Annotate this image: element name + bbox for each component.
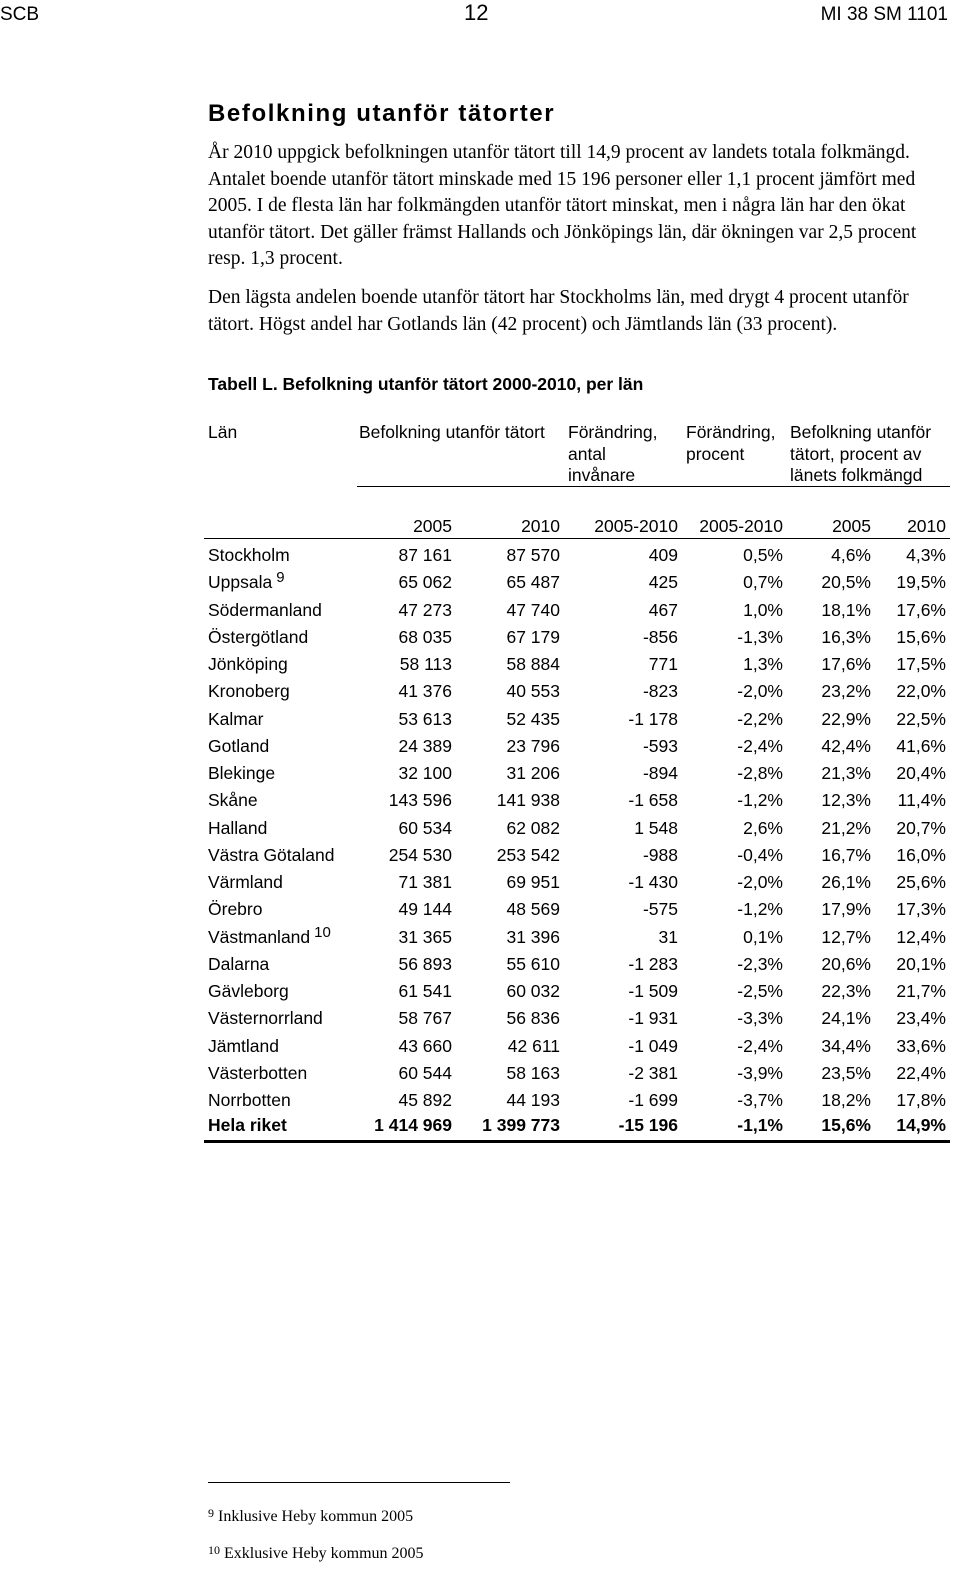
cell-lan xyxy=(208,1063,307,1084)
cell-bef-2005: 56 893 xyxy=(398,953,452,974)
table-row xyxy=(0,899,960,925)
cell-lan xyxy=(208,818,267,839)
cell-andel-2005: 22,9% xyxy=(821,708,871,729)
cell-forandring-procent: -3,3% xyxy=(737,1008,783,1029)
cell-andel-2010: 17,3% xyxy=(896,899,946,920)
cell-andel-2010: 14,9% xyxy=(896,1114,946,1135)
cell-forandring-procent: -2,3% xyxy=(737,953,783,974)
cell-lan xyxy=(208,899,262,920)
lan-name: Kronoberg xyxy=(208,681,290,702)
lan-name: Hela riket xyxy=(208,1114,287,1135)
cell-andel-2005: 26,1% xyxy=(821,872,871,892)
section-heading: Befolkning utanför tätorter xyxy=(208,100,556,127)
cell-forandring-antal: -1 283 xyxy=(628,953,678,974)
cell-andel-2010: 33,6% xyxy=(896,1035,946,1056)
cell-bef-2005: 87 161 xyxy=(398,545,452,565)
cell-andel-2010: 22,5% xyxy=(896,708,946,729)
column-header-forandring-procent xyxy=(686,422,776,465)
lan-name: Dalarna xyxy=(208,953,270,974)
cell-andel-2005: 20,6% xyxy=(821,953,871,974)
lan-name: Stockholm xyxy=(208,545,290,565)
cell-forandring-antal: -1 931 xyxy=(628,1008,678,1029)
lan-name: Skåne xyxy=(208,790,258,811)
cell-lan xyxy=(208,709,263,730)
table-row xyxy=(0,790,960,816)
cell-forandring-procent: 2,6% xyxy=(743,817,783,838)
cell-bef-2010: 40 553 xyxy=(506,681,560,702)
footnote-10 xyxy=(208,1545,424,1563)
cell-bef-2005: 68 035 xyxy=(398,626,452,647)
lan-name: Blekinge xyxy=(208,763,276,783)
cell-forandring-antal: -593 xyxy=(642,735,678,756)
cell-forandring-procent: -0,4% xyxy=(737,844,783,865)
cell-andel-2005: 12,7% xyxy=(821,926,871,947)
footnote-number: 9 xyxy=(208,1506,214,1520)
cell-andel-2010: 22,0% xyxy=(896,681,946,702)
cell-lan xyxy=(208,736,269,757)
cell-andel-2005: 20,5% xyxy=(821,572,871,593)
cell-forandring-procent: -2,2% xyxy=(737,708,783,729)
cell-forandring-procent: 0,1% xyxy=(743,926,783,947)
lan-name: Västra Götaland xyxy=(208,844,335,865)
table-row xyxy=(0,545,960,571)
lan-name: Västmanland xyxy=(208,926,311,947)
cell-lan xyxy=(208,1036,279,1057)
cell-lan xyxy=(208,923,331,948)
cell-andel-2005: 23,5% xyxy=(821,1062,871,1083)
cell-forandring-antal: -1 430 xyxy=(628,872,678,892)
table-row xyxy=(0,569,960,598)
cell-bef-2010: 31 396 xyxy=(506,926,560,947)
cell-lan xyxy=(208,600,322,621)
header-line: procent xyxy=(686,443,745,464)
cell-forandring-procent: -2,0% xyxy=(737,872,783,892)
table-row xyxy=(0,818,960,844)
cell-bef-2010: 141 938 xyxy=(496,790,560,811)
cell-bef-2005: 60 544 xyxy=(398,1062,452,1083)
cell-bef-2005: 65 062 xyxy=(398,572,452,593)
year-header: 2005-2010 xyxy=(594,516,678,536)
table-row xyxy=(0,923,960,953)
cell-bef-2010: 87 570 xyxy=(506,545,560,565)
cell-bef-2005: 143 596 xyxy=(388,790,452,811)
cell-andel-2010: 11,4% xyxy=(897,790,946,811)
column-header-andel xyxy=(790,422,931,487)
cell-andel-2010: 25,6% xyxy=(896,872,946,892)
cell-andel-2005: 16,3% xyxy=(821,626,871,647)
cell-andel-2005: 17,9% xyxy=(821,899,871,920)
year-header: 2005-2010 xyxy=(699,516,783,536)
table-total-row xyxy=(0,1115,960,1141)
header-line: länets folkmängd xyxy=(790,465,923,485)
cell-bef-2010: 48 569 xyxy=(506,899,560,920)
cell-bef-2005: 32 100 xyxy=(398,763,452,783)
cell-forandring-antal: -2 381 xyxy=(628,1062,678,1083)
footnote-text: Inklusive Heby kommun 2005 xyxy=(218,1508,414,1525)
cell-lan xyxy=(208,654,288,675)
table-caption: Tabell L. Befolkning utanför tätort 2000-2010, per län xyxy=(208,374,644,394)
cell-bef-2010: 69 951 xyxy=(506,872,560,892)
cell-forandring-antal: 425 xyxy=(648,572,678,593)
cell-lan xyxy=(208,627,308,648)
lan-name: Uppsala xyxy=(208,572,273,593)
cell-bef-2010: 56 836 xyxy=(506,1008,560,1029)
cell-bef-2005: 71 381 xyxy=(398,872,452,892)
cell-forandring-procent: -1,2% xyxy=(737,790,783,811)
table-row xyxy=(0,1036,960,1062)
cell-andel-2010: 20,7% xyxy=(896,817,946,838)
table-row xyxy=(0,681,960,707)
cell-andel-2005: 34,4% xyxy=(821,1035,871,1056)
cell-andel-2010: 21,7% xyxy=(896,981,946,1001)
lan-name: Örebro xyxy=(208,899,263,920)
cell-lan xyxy=(208,845,334,866)
cell-bef-2010: 65 487 xyxy=(506,572,560,593)
cell-bef-2010: 62 082 xyxy=(506,817,560,838)
cell-andel-2010: 17,5% xyxy=(896,654,946,674)
lan-name: Östergötland xyxy=(208,626,309,647)
cell-lan xyxy=(208,1090,291,1111)
cell-forandring-procent: -2,4% xyxy=(737,735,783,756)
cell-bef-2010: 23 796 xyxy=(506,735,560,756)
cell-bef-2010: 60 032 xyxy=(506,981,560,1001)
cell-andel-2005: 15,6% xyxy=(821,1114,871,1135)
cell-forandring-procent: -2,4% xyxy=(737,1035,783,1056)
year-header: 2010 xyxy=(521,516,560,536)
cell-bef-2005: 43 660 xyxy=(398,1035,452,1056)
cell-forandring-antal: -575 xyxy=(642,899,678,920)
cell-forandring-procent: 1,0% xyxy=(743,599,783,620)
cell-forandring-antal: -1 178 xyxy=(628,708,678,729)
table-row xyxy=(0,1090,960,1116)
cell-andel-2005: 23,2% xyxy=(821,681,871,702)
cell-bef-2005: 1 414 969 xyxy=(374,1114,452,1135)
cell-lan xyxy=(208,569,285,593)
cell-lan xyxy=(208,981,289,1002)
cell-forandring-procent: -3,9% xyxy=(737,1062,783,1083)
lan-name: Västerbotten xyxy=(208,1062,308,1083)
column-header-befolkning: Befolkning utanför tätort xyxy=(359,422,545,442)
cell-andel-2010: 17,8% xyxy=(896,1090,946,1110)
cell-lan xyxy=(208,545,290,566)
year-header: 2005 xyxy=(413,516,452,536)
header-line: Förändring, xyxy=(686,422,776,442)
header-line: invånare xyxy=(568,465,636,485)
cell-bef-2010: 44 193 xyxy=(506,1090,560,1110)
footnote-9 xyxy=(208,1508,413,1526)
cell-forandring-procent: -1,3% xyxy=(737,626,783,647)
table-row xyxy=(0,845,960,871)
cell-forandring-procent: -2,8% xyxy=(737,763,783,783)
cell-bef-2005: 53 613 xyxy=(398,708,452,729)
cell-andel-2005: 24,1% xyxy=(821,1008,871,1029)
table-row xyxy=(0,1008,960,1034)
cell-andel-2005: 12,3% xyxy=(821,790,871,811)
lan-name: Jönköping xyxy=(208,654,288,674)
footnote-text: Exklusive Heby kommun 2005 xyxy=(224,1545,424,1562)
cell-forandring-antal: -15 196 xyxy=(618,1114,678,1135)
cell-bef-2010: 58 884 xyxy=(506,654,560,674)
cell-bef-2010: 67 179 xyxy=(506,626,560,647)
header-line: Förändring, xyxy=(568,422,658,442)
header-rule xyxy=(357,486,950,487)
table-row xyxy=(0,600,960,626)
cell-bef-2010: 253 542 xyxy=(496,844,560,865)
cell-forandring-antal: -1 509 xyxy=(628,981,678,1001)
cell-andel-2010: 16,0% xyxy=(896,844,946,865)
cell-andel-2010: 20,4% xyxy=(896,763,946,783)
lan-name: Gotland xyxy=(208,735,270,756)
cell-bef-2005: 41 376 xyxy=(398,681,452,702)
cell-bef-2005: 49 144 xyxy=(398,899,452,920)
cell-bef-2010: 31 206 xyxy=(506,763,560,783)
cell-forandring-antal: 1 548 xyxy=(634,817,678,838)
cell-bef-2005: 60 534 xyxy=(398,817,452,838)
cell-bef-2010: 1 399 773 xyxy=(482,1114,560,1135)
table-row xyxy=(0,1063,960,1089)
cell-forandring-procent: -2,5% xyxy=(737,981,783,1001)
cell-forandring-procent: -1,1% xyxy=(737,1114,783,1135)
cell-bef-2010: 58 163 xyxy=(506,1062,560,1083)
cell-lan xyxy=(208,954,269,975)
cell-forandring-antal: -1 658 xyxy=(628,790,678,811)
footnote-rule xyxy=(208,1482,510,1483)
cell-forandring-procent: 0,7% xyxy=(743,572,783,593)
cell-forandring-antal: -823 xyxy=(642,681,678,702)
table-row xyxy=(0,627,960,653)
year-header: 2010 xyxy=(907,516,946,536)
cell-andel-2010: 23,4% xyxy=(896,1008,946,1029)
cell-bef-2005: 47 273 xyxy=(398,599,452,620)
cell-andel-2010: 41,6% xyxy=(896,735,946,756)
column-header-forandring-antal xyxy=(568,422,658,487)
cell-forandring-antal: 409 xyxy=(648,545,678,565)
table-row xyxy=(0,736,960,762)
footnote-marker: 9 xyxy=(276,569,285,587)
table-row xyxy=(0,954,960,980)
cell-forandring-antal: -856 xyxy=(642,626,678,647)
header-line: tätort, procent av xyxy=(790,443,922,464)
cell-lan xyxy=(208,790,258,811)
cell-bef-2005: 45 892 xyxy=(398,1090,452,1110)
cell-forandring-procent: -3,7% xyxy=(737,1090,783,1110)
cell-bef-2005: 31 365 xyxy=(398,926,452,947)
lan-name: Värmland xyxy=(208,872,283,892)
cell-forandring-procent: -2,0% xyxy=(737,681,783,702)
cell-forandring-procent: -1,2% xyxy=(737,899,783,920)
header-line: Befolkning utanför xyxy=(790,422,932,442)
table-row xyxy=(0,763,960,789)
cell-forandring-antal: 467 xyxy=(648,599,678,620)
table-bottom-rule xyxy=(204,1140,950,1143)
cell-forandring-antal: 771 xyxy=(648,654,678,674)
cell-forandring-antal: -894 xyxy=(642,763,678,783)
lan-name: Kalmar xyxy=(208,708,264,729)
cell-andel-2005: 42,4% xyxy=(821,735,871,756)
cell-forandring-antal: 31 xyxy=(658,926,678,947)
cell-lan xyxy=(208,872,283,893)
cell-forandring-antal: -1 049 xyxy=(628,1035,678,1056)
cell-lan xyxy=(208,1115,287,1136)
header-right: MI 38 SM 1101 xyxy=(820,4,948,25)
cell-bef-2005: 24 389 xyxy=(398,735,452,756)
page-number: 12 xyxy=(464,0,489,25)
cell-forandring-antal: -1 699 xyxy=(628,1090,678,1110)
footnote-marker: 10 xyxy=(314,923,331,941)
cell-bef-2005: 61 541 xyxy=(398,981,452,1001)
header-line: antal xyxy=(568,443,606,464)
cell-andel-2010: 17,6% xyxy=(896,599,946,620)
cell-andel-2005: 21,2% xyxy=(821,817,871,838)
cell-bef-2010: 47 740 xyxy=(506,599,560,620)
lan-name: Norrbotten xyxy=(208,1090,291,1110)
table-row xyxy=(0,709,960,735)
cell-bef-2010: 52 435 xyxy=(506,708,560,729)
lan-name: Gävleborg xyxy=(208,981,289,1001)
cell-lan xyxy=(208,1008,323,1029)
table-row xyxy=(0,981,960,1007)
footnote-number: 10 xyxy=(208,1543,220,1557)
cell-bef-2005: 58 113 xyxy=(399,654,452,674)
cell-lan xyxy=(208,763,275,784)
cell-andel-2005: 17,6% xyxy=(821,654,871,674)
cell-andel-2010: 12,4% xyxy=(896,926,946,947)
year-header: 2005 xyxy=(832,516,871,536)
cell-andel-2005: 18,1% xyxy=(821,599,871,620)
cell-andel-2005: 18,2% xyxy=(821,1090,871,1110)
lan-name: Halland xyxy=(208,817,268,838)
cell-forandring-procent: 1,3% xyxy=(743,654,783,674)
paragraph-2: Den lägsta andelen boende utanför tätort har Stockholms län, med drygt 4 procent utanför tätort. Högst andel har Gotlands län (42 procent) och Jämtlands län (33 procent). xyxy=(208,287,909,335)
cell-andel-2010: 19,5% xyxy=(896,572,946,593)
cell-andel-2010: 20,1% xyxy=(896,953,946,974)
cell-andel-2010: 15,6% xyxy=(896,626,946,647)
cell-lan xyxy=(208,681,290,702)
header-left: SCB xyxy=(0,4,40,25)
cell-forandring-procent: 0,5% xyxy=(743,545,783,565)
column-header-lan: Län xyxy=(208,422,238,442)
cell-forandring-antal: -988 xyxy=(642,844,678,865)
cell-andel-2005: 16,7% xyxy=(821,844,871,865)
lan-name: Västernorrland xyxy=(208,1008,323,1029)
cell-bef-2010: 55 610 xyxy=(506,953,560,974)
cell-bef-2005: 58 767 xyxy=(398,1008,452,1029)
cell-andel-2010: 22,4% xyxy=(896,1062,946,1083)
cell-andel-2005: 21,3% xyxy=(821,763,871,783)
cell-bef-2010: 42 611 xyxy=(507,1035,560,1056)
table-rule xyxy=(204,538,950,539)
lan-name: Jämtland xyxy=(208,1035,280,1056)
cell-andel-2005: 4,6% xyxy=(831,545,871,565)
cell-bef-2005: 254 530 xyxy=(388,844,452,865)
table-row xyxy=(0,654,960,680)
lan-name: Södermanland xyxy=(208,599,322,620)
table-row xyxy=(0,872,960,898)
cell-andel-2005: 22,3% xyxy=(821,981,871,1001)
paragraph-1: År 2010 uppgick befolkningen utanför tätort till 14,9 procent av landets totala folkmängd. Antalet boende utanför tätort minskade med 15 196 personer eller 1,1 procent jämfört med 2005. I de flesta län har folkmängden utanför tätort minskat, men i några län har den ökat utanför tätort. Det gäller främst Hallands och Jönköpings län, där ökningen var 2,5 procent resp. 1,3 procent. xyxy=(208,142,917,269)
cell-andel-2010: 4,3% xyxy=(906,545,946,565)
